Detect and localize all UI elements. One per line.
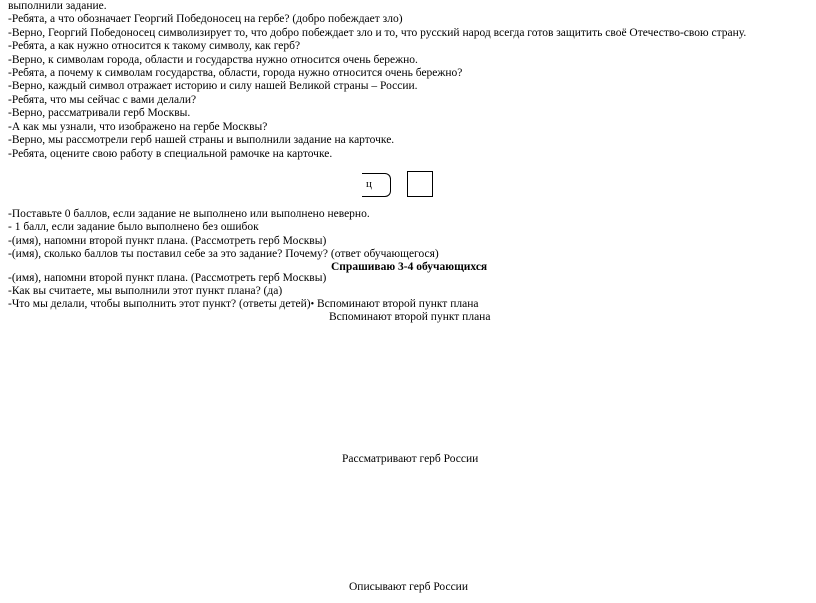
dialogue-line: -Верно, Георгий Победоносец символизирует то, что добро побеждает зло и то, что русский народ всегда готов защитить своё Отечество-свою страну.: [8, 27, 747, 39]
dialogue-line: -Ребята, а что обозначает Георгий Победоносец на гербе? (добро побеждает зло): [8, 13, 403, 25]
followup-line: -(имя), напомни второй пункт плана. (Рассмотреть герб Москвы): [8, 272, 327, 284]
score-frame-right: [407, 171, 433, 197]
note-recall: Вспоминают второй пункт плана: [329, 311, 491, 323]
dialogue-line: -А как мы узнали, что изображено на гербе Москвы?: [8, 121, 268, 133]
dialogue-line: -Верно, рассматривали герб Москвы.: [8, 107, 191, 119]
grading-line: -Поставьте 0 баллов, если задание не выполнено или выполнено неверно.: [8, 208, 370, 220]
dialogue-line: -Ребята, оцените свою работу в специальной рамочке на карточке.: [8, 148, 333, 160]
followup-line: -Как вы считаете, мы выполнили этот пункт плана? (да): [8, 285, 283, 297]
followup-line: -Что мы делали, чтобы выполнить этот пункт? (ответы детей)• Вспоминают второй пункт плана: [8, 298, 479, 310]
grading-line: -(имя), напомни второй пункт плана. (Рассмотреть герб Москвы): [8, 235, 327, 247]
dialogue-line: выполнили задание.: [8, 0, 107, 12]
note-examine: Рассматривают герб России: [342, 453, 479, 465]
dialogue-line: -Ребята, а почему к символам государства, области, города нужно относится очень бережно?: [8, 67, 463, 79]
dialogue-line: -Верно, к символам города, области и государства нужно относится очень бережно.: [8, 54, 418, 66]
score-frame-fragment: ц: [366, 178, 372, 190]
grading-line: -(имя), сколько баллов ты поставил себе за это задание? Почему? (ответ обучающегося): [8, 248, 439, 260]
ask-note: Спрашиваю 3-4 обучающихся: [331, 261, 488, 273]
dialogue-line: -Ребята, что мы сейчас с вами делали?: [8, 94, 197, 106]
bullet-text: Вспоминают второй пункт плана: [317, 298, 479, 310]
dialogue-line: -Верно, мы рассмотрели герб нашей страны и выполнили задание на карточке.: [8, 134, 395, 146]
score-frame-left: [362, 173, 391, 197]
note-describe: Описывают герб России: [349, 581, 468, 593]
dialogue-line: -Ребята, а как нужно относится к такому символу, как герб?: [8, 40, 301, 52]
dialogue-line: -Верно, каждый символ отражает историю и силу нашей Великой страны – России.: [8, 80, 418, 92]
grading-line: - 1 балл, если задание было выполнено без ошибок: [8, 221, 259, 233]
bullet-icon: •: [310, 299, 315, 310]
